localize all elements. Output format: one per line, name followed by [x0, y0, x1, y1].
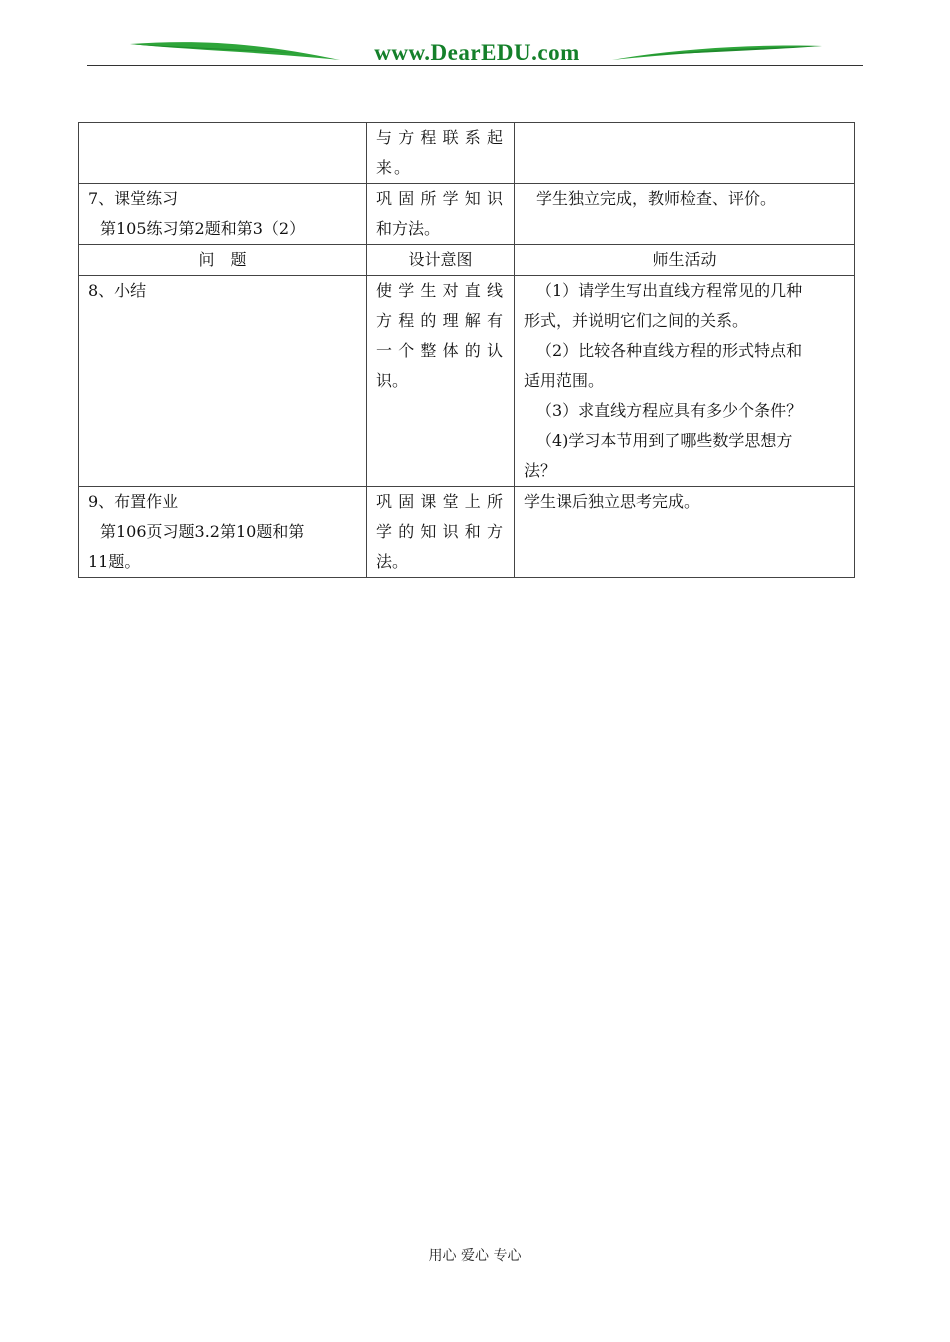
problem-title: 8、小结	[88, 281, 147, 300]
activity-cell	[515, 487, 855, 578]
table-row-exercise	[79, 184, 855, 245]
intent-line: 一个整体的认	[376, 341, 505, 360]
activity-cell	[515, 123, 855, 184]
activity-text: 学生课后独立思考完成。	[524, 492, 701, 511]
activity-line: （3）求直线方程应具有多少个条件？	[536, 401, 803, 420]
header-rule	[87, 65, 863, 66]
intent-line: 来。	[376, 158, 413, 177]
intent-line: 方程的理解有	[376, 311, 505, 330]
activity-line: 形式，并说明它们之间的关系。	[524, 311, 749, 330]
intent-line: 巩固所学知识	[376, 189, 505, 208]
brand-logo-text: www.DearEDU.com	[374, 40, 580, 65]
column-header-activity: 师生活动	[515, 245, 855, 276]
problem-title: 9、布置作业	[88, 492, 179, 511]
problem-cell	[79, 487, 367, 578]
lesson-plan-table	[78, 122, 855, 578]
problem-cell	[79, 276, 367, 487]
activity-line: （1）请学生写出直线方程常见的几种	[536, 281, 803, 300]
intent-line: 识。	[376, 371, 409, 390]
problem-cell	[79, 123, 367, 184]
activity-line: 法？	[524, 461, 557, 480]
intent-line: 和方法。	[376, 219, 441, 238]
activity-cell	[515, 276, 855, 487]
problem-detail: 第105练习第2题和第3（2）	[100, 219, 306, 238]
problem-cell	[79, 184, 367, 245]
activity-line: （4)学习本节用到了哪些数学思想方	[536, 431, 793, 450]
left-swoosh	[130, 42, 340, 60]
intent-line: 巩固课堂上所	[376, 492, 505, 511]
intent-cell	[367, 487, 515, 578]
page-header	[0, 0, 950, 80]
table-row-homework	[79, 487, 855, 578]
page-footer-motto: 用心 爱心 专心	[428, 1248, 522, 1264]
intent-line: 学的知识和方	[376, 522, 505, 541]
intent-cell	[367, 184, 515, 245]
activity-line: （2）比较各种直线方程的形式特点和	[536, 341, 803, 360]
column-header-intent: 设计意图	[367, 245, 515, 276]
column-header-problem: 问 题	[79, 245, 367, 276]
table-row-continued	[79, 123, 855, 184]
intent-cell	[367, 276, 515, 487]
activity-text: 学生独立完成，教师检查、评价。	[536, 189, 777, 208]
problem-detail: 第106页习题3.2第10题和第	[100, 522, 305, 541]
problem-detail: 11题。	[88, 552, 141, 571]
table-row-summary	[79, 276, 855, 487]
intent-line: 法。	[376, 552, 409, 571]
problem-title: 7、课堂练习	[88, 189, 179, 208]
activity-line: 适用范围。	[524, 371, 605, 390]
intent-cell	[367, 123, 515, 184]
intent-line: 与方程联系起	[376, 128, 505, 147]
intent-line: 使学生对直线	[376, 281, 505, 300]
table-header-row	[79, 245, 855, 276]
activity-cell	[515, 184, 855, 245]
